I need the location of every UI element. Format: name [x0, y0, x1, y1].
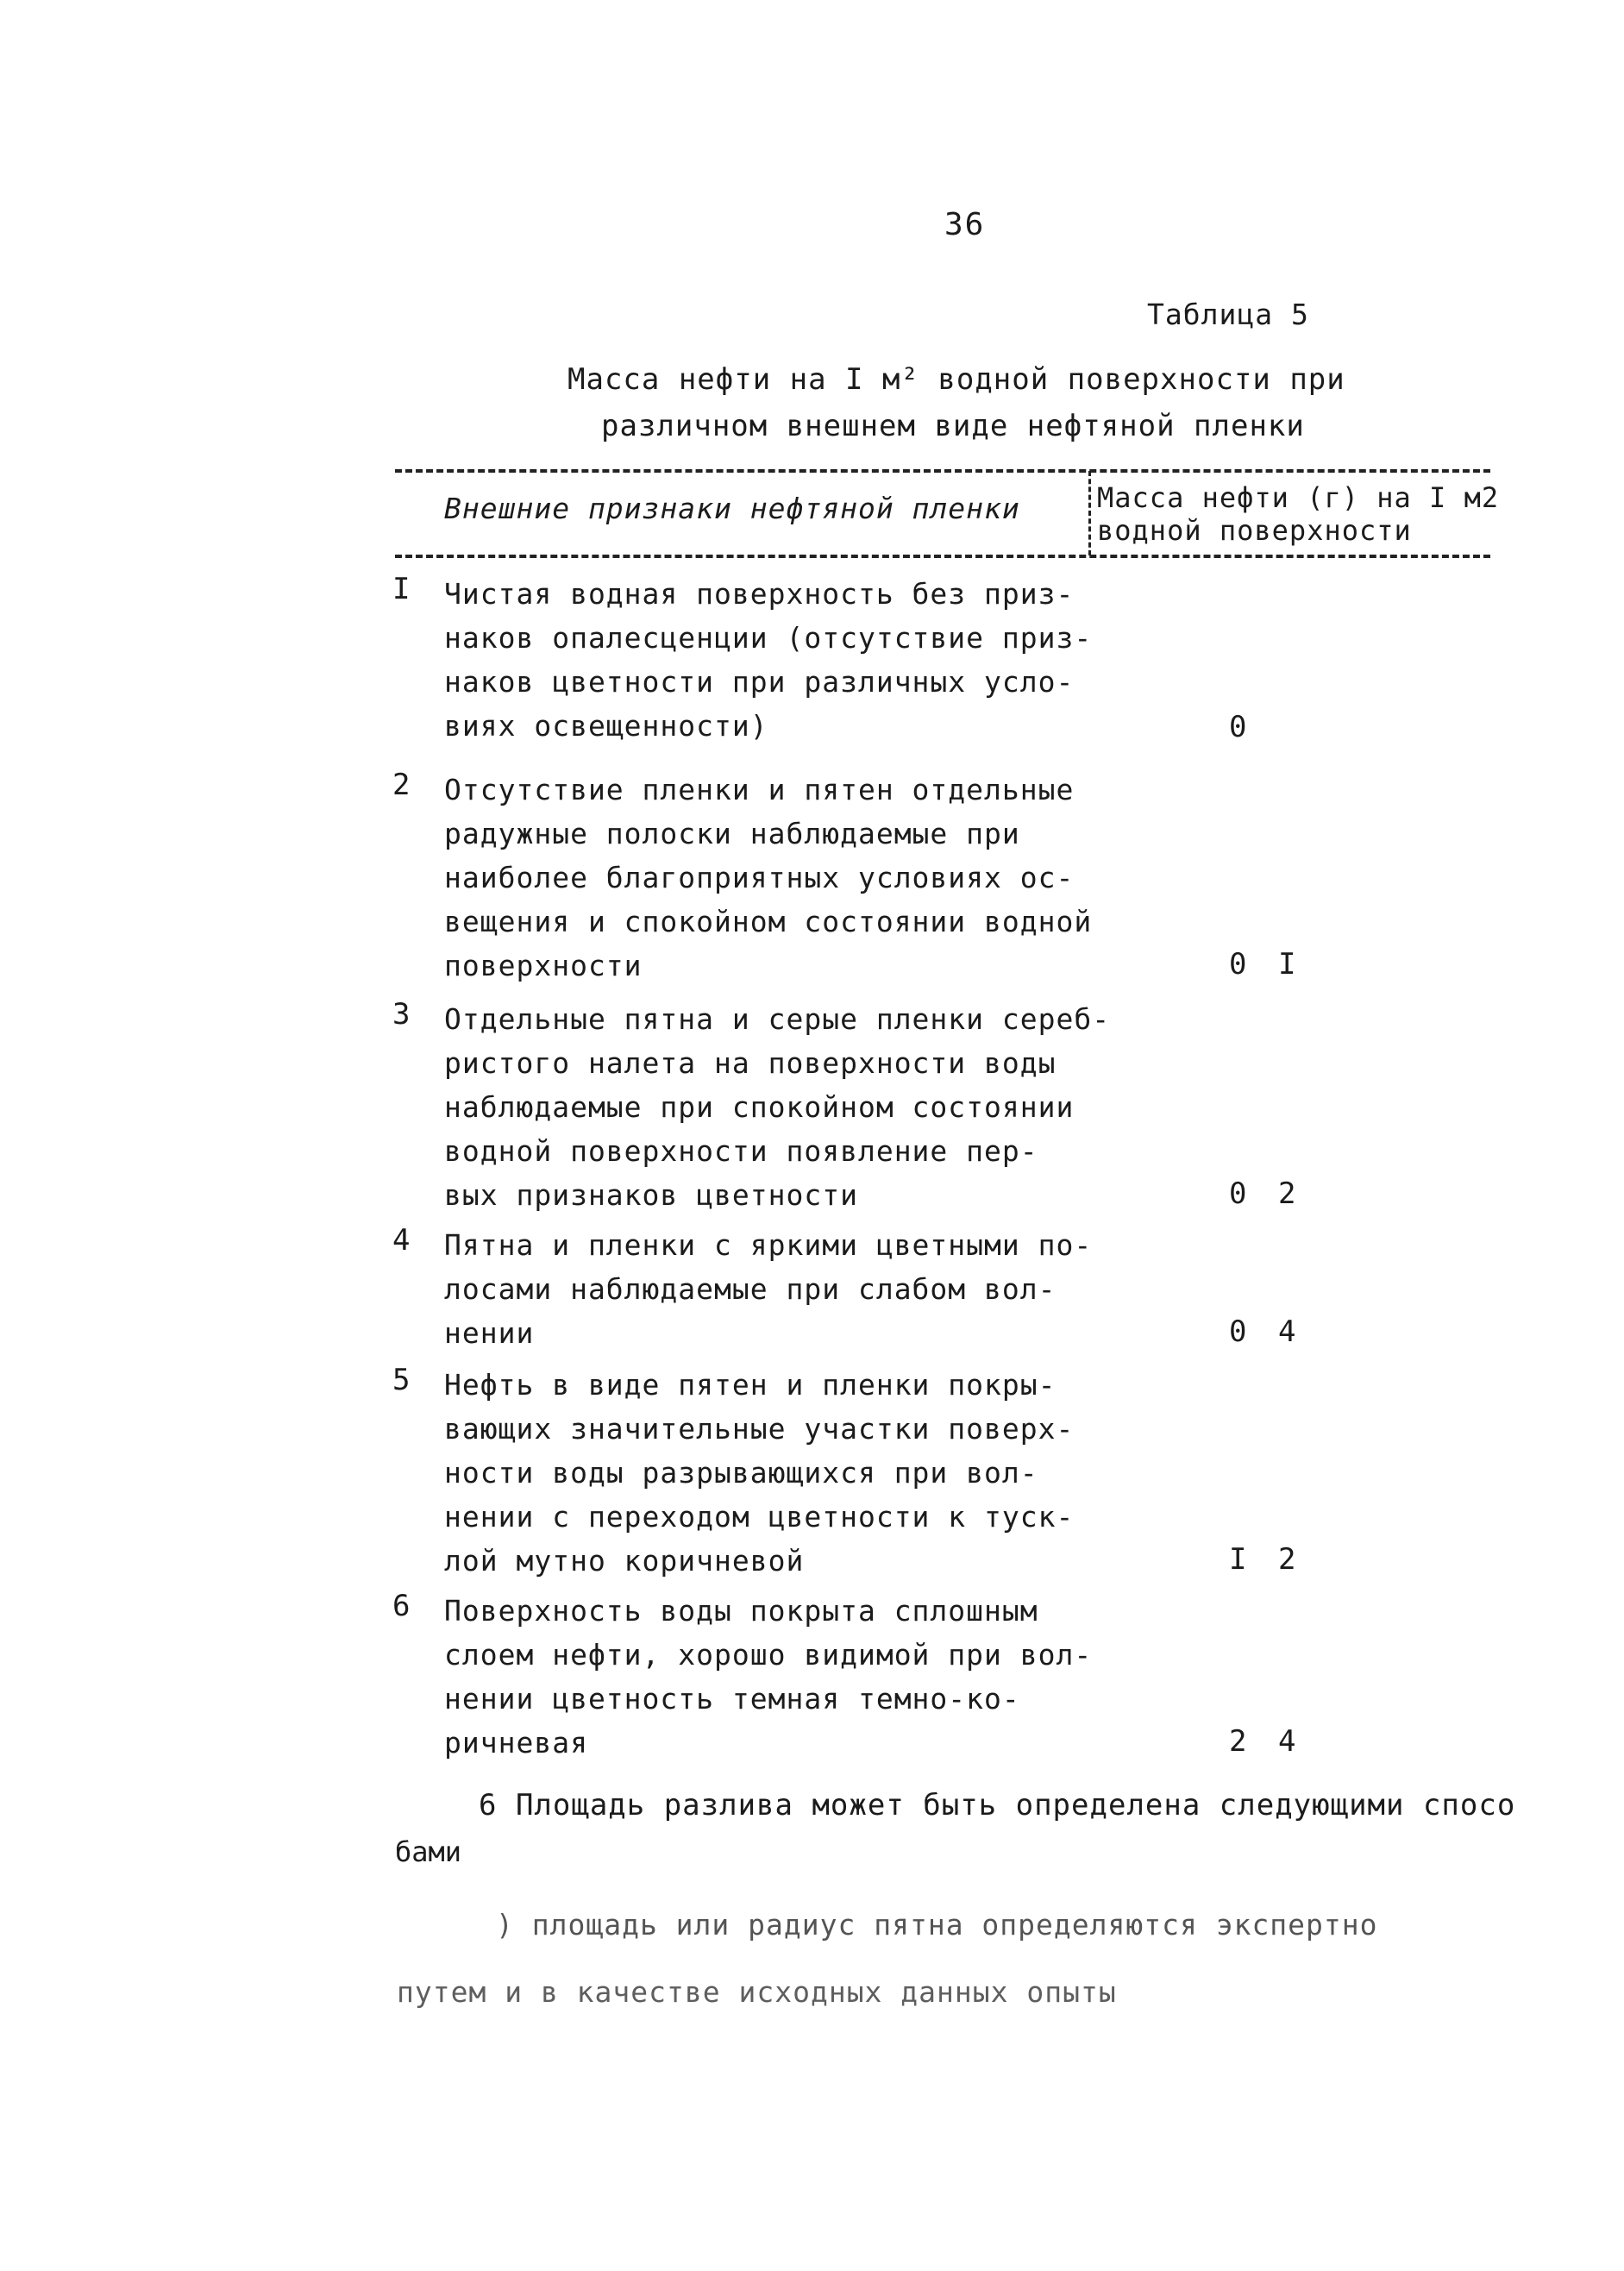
note-paragraph-tail: бами [395, 1835, 462, 1868]
row-number: I [392, 572, 411, 606]
row-description: Отсутствие пленки и пятен отдельные радужные полоски наблюдаемые при наиболее благоприятных условиях ос- вещения и спокойном состоянии водной поверхности [444, 773, 1093, 982]
note-paragraph: 6 Площадь разлива может быть определена следующими спосо [479, 1788, 1516, 1822]
row-number: 5 [392, 1363, 411, 1397]
header-col-mass-line-1: Масса нефти (г) на I м2 [1097, 481, 1500, 514]
row-description: Нефть в виде пятен и пленки покры- вающих значительные участки поверх- ности воды разрывающихся при вол- нении с переходом цветности к туск- лой мутно коричневой [444, 1368, 1075, 1578]
table-title-line-1: Масса нефти на I м² водной поверхности при [567, 362, 1345, 397]
row-value: 2 4 [1229, 1724, 1303, 1759]
row-number: 3 [392, 997, 411, 1032]
row-value: 0 I [1229, 947, 1303, 982]
header-col-signs: Внешние признаки нефтяной пленки [444, 492, 1020, 525]
header-column-separator [1088, 471, 1091, 555]
row-description: Пятна и пленки с яркими цветными по- лосами наблюдаемые при слабом вол- нении [444, 1228, 1093, 1350]
table-title-line-2: различном внешнем виде нефтяной пленки [601, 409, 1305, 443]
faded-text-line-1: ) площадь или радиус пятна определяются экспертно [496, 1908, 1378, 1942]
row-value: I 2 [1229, 1542, 1303, 1577]
row-number: 6 [392, 1589, 411, 1623]
page-number: 36 [944, 207, 986, 242]
row-number: 2 [392, 768, 411, 802]
row-description: Поверхность воды покрыта сплошным слоем нефти, хорошо видимой при вол- нении цветность темная темно-ко- ричневая [444, 1594, 1093, 1760]
row-value: 0 4 [1229, 1314, 1303, 1349]
header-top-rule [395, 469, 1490, 473]
row-value: 0 [1229, 710, 1254, 744]
row-value: 0 2 [1229, 1176, 1303, 1211]
table-label: Таблица 5 [1147, 298, 1309, 331]
header-col-mass-line-2: водной поверхности [1097, 514, 1412, 547]
faded-text-line-2: путем и в качестве исходных данных опыты [397, 1975, 1117, 2009]
header-bottom-rule [395, 555, 1490, 558]
row-description: Отдельные пятна и серые пленки сереб- ристого налета на поверхности воды наблюдаемые при спокойном состоянии водной поверхности появление пер- вых признаков цветности [444, 1002, 1111, 1212]
row-description: Чистая водная поверхность без приз- наков опалесценции (отсутствие приз- наков цветности при различных усло- виях освещенности) [444, 577, 1093, 743]
row-number: 4 [392, 1223, 411, 1258]
